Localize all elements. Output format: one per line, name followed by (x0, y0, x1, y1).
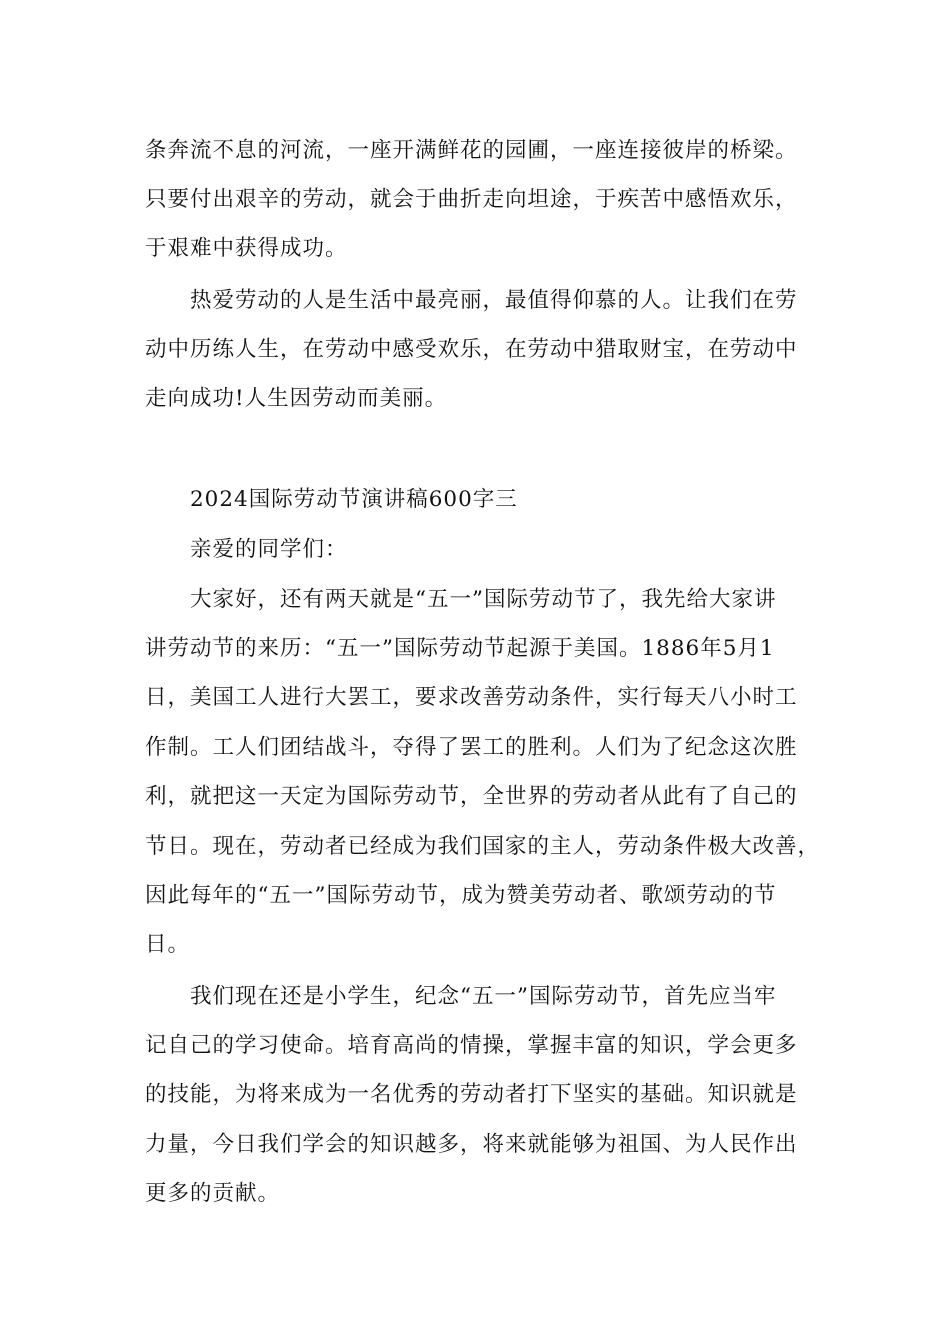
paragraph-line: 于艰难中获得成功。 (145, 236, 348, 261)
paragraph-line: 节日。现在，劳动者已经成为我们国家的主人，劳动条件极大改善， (145, 834, 821, 859)
paragraph-line: 动中历练人生，在劳动中感受欢乐，在劳动中猎取财宝，在劳动中 (145, 337, 798, 362)
paragraph-line: 大家好，还有两天就是“五一”国际劳动节了，我先给大家讲 (190, 587, 777, 612)
paragraph-line: 作制。工人们团结战斗，夺得了罢工的胜利。人们为了纪念这次胜 (145, 735, 798, 760)
paragraph-line: 我们现在还是小学生，纪念“五一”国际劳动节，首先应当牢 (190, 984, 777, 1009)
paragraph-line: 的技能，为将来成为一名优秀的劳动者打下坚实的基础。知识就是 (145, 1082, 798, 1107)
paragraph-line: 走向成功!人生因劳动而美丽。 (145, 386, 448, 411)
paragraph-line: 力量，今日我们学会的知识越多，将来就能够为祖国、为人民作出 (145, 1132, 798, 1157)
paragraph-line: 利，就把这一天定为国际劳动节，全世界的劳动者从此有了自己的 (145, 784, 798, 809)
paragraph-line: 记自己的学习使命。培育高尚的情操，掌握丰富的知识，学会更多 (145, 1033, 798, 1058)
salutation: 亲爱的同学们： (190, 537, 348, 562)
paragraph-line: 讲劳动节的来历：“五一”国际劳动节起源于美国。1886年5月1 (145, 636, 775, 661)
section-heading: 2024国际劳动节演讲稿600字三 (190, 487, 518, 512)
paragraph-line: 更多的贡献。 (145, 1181, 281, 1206)
paragraph-line: 日，美国工人进行大罢工，要求改善劳动条件，实行每天八小时工 (145, 685, 798, 710)
paragraph-line: 只要付出艰辛的劳动，就会于曲折走向坦途，于疾苦中感悟欢乐， (145, 187, 798, 212)
paragraph-line: 条奔流不息的河流，一座开满鲜花的园圃，一座连接彼岸的桥梁。 (145, 138, 798, 163)
paragraph-line: 日。 (145, 932, 191, 957)
paragraph-line: 因此每年的“五一”国际劳动节，成为赞美劳动者、歌颂劳动的节 (145, 883, 777, 908)
paragraph-line: 热爱劳动的人是生活中最亮丽，最值得仰慕的人。让我们在劳 (190, 288, 798, 313)
